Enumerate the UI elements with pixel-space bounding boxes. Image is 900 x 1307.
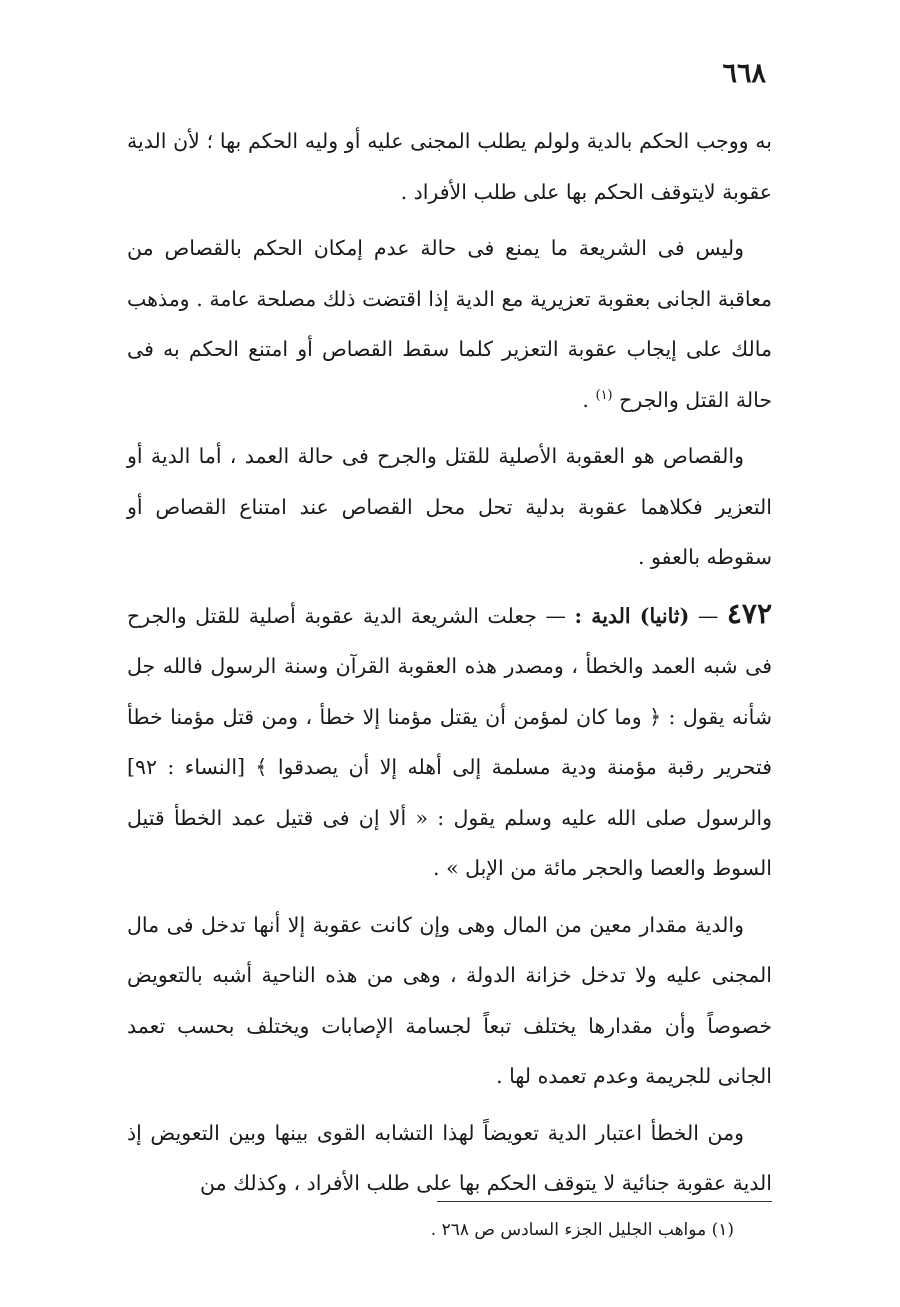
paragraph-qisas [127,431,772,583]
footnote-divider [437,1201,772,1202]
section-paragraph-diya [127,589,772,894]
paragraph-text: والدية مقدار معين من المال وهى وإن كانت عقوبة إلا أنها تدخل فى مال المجنى عليه ولا تدخل خزانة الدولة ، وهى من هذه الناحية أشبه بالتعويض خصوصاً وأن مقدارها يختلف تبعاً لجسامة الإصابات ويختلف بحسب تعمد الجانى للجريمة وعدم تعمده لها . [127,912,772,1088]
paragraph-continuation [127,116,772,217]
paragraph-diya-not-compensation [127,1108,772,1209]
paragraph-text: به ووجب الحكم بالدية ولولم يطلب المجنى عليه أو وليه الحكم بها ؛ لأن الدية عقوبة لايتوقف الحكم بها على طلب الأفراد . [127,129,772,204]
section-dash-2: — [545,603,566,628]
section-label: (ثانيا) الدية : [574,603,690,628]
paragraph-text: وليس فى الشريعة ما يمنع فى حالة عدم إمكان الحكم بالقصاص من معاقبة الجانى بعقوبة تعزيرية مع الدية إذا اقتضت ذلك مصلحة عامة . ومذهب مالك على إيجاب عقوبة التعزير كلما سقط القصاص أو امتنع الحكم به فى حالة القتل والجرح [127,236,772,412]
paragraph-text: ومن الخطأ اعتبار الدية تعويضاً لهذا التشابه القوى بينها وبين التعويض إذ الدية عقوبة جنائية لا يتوقف الحكم بها على طلب الأفراد ، وكذلك من [127,1120,772,1195]
page-number: ٦٦٨ [722,58,766,89]
paragraph-diya-amount [127,900,772,1102]
paragraph-maliki-view [127,223,772,425]
section-dash: — [697,603,719,628]
section-number: ٤٧٢ [726,596,772,630]
footnote: (١) مواهب الجليل الجزء السادس ص ٢٦٨ . [430,1220,734,1240]
paragraph-terminator: . [582,387,589,412]
body-text [127,116,772,1209]
paragraph-text: جعلت الشريعة الدية عقوبة أصلية للقتل والجرح فى شبه العمد والخطأ ، ومصدر هذه العقوبة القرآن وسنة الرسول فالله جل شأنه يقول : ﴿ وما كان لمؤمن أن يقتل مؤمنا إلا خطأ ، ومن قتل مؤمنا خطأ فتحرير رقبة مؤمنة ودية مسلمة إلى أهله إلا أن يصدقوا ﴾ [النساء : ٩٢] والرسول صلى الله عليه وسلم يقول : « ألا إن فى قتيل عمد الخطأ قتيل السوط والعصا والحجر مائة من الإبل » . [127,603,772,880]
paragraph-text: والقصاص هو العقوبة الأصلية للقتل والجرح فى حالة العمد ، أما الدية أو التعزير فكلاهما عقوبة بدلية تحل محل القصاص عند امتناع القصاص أو سقوطه بالعفو . [127,444,772,569]
footnote-reference: (١) [595,387,613,403]
